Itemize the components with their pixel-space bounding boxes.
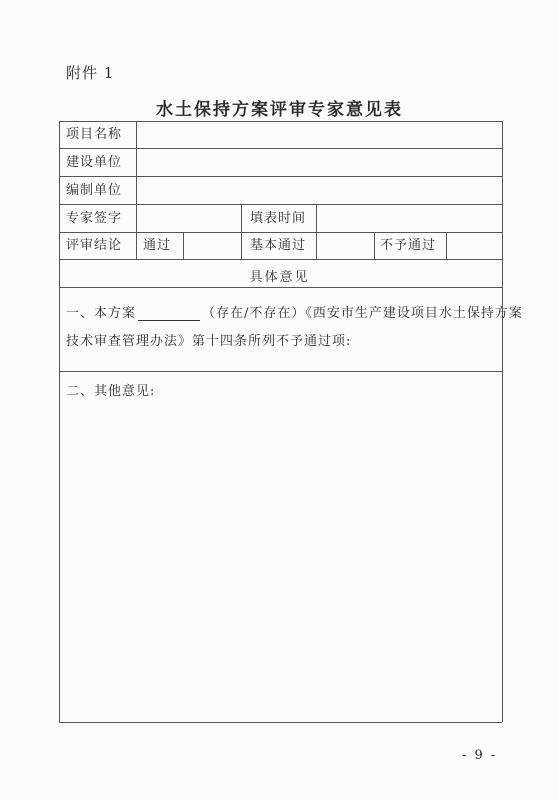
- expert-signature-label: 专家签字: [66, 211, 123, 226]
- pass-checkbox-cell[interactable]: [187, 238, 237, 254]
- builder-value[interactable]: [142, 155, 496, 171]
- row-divider: [59, 259, 502, 260]
- section1-line1: [66, 302, 523, 321]
- section1-line2: 技术审查管理办法》第十四条所列不予通过项:: [66, 334, 352, 349]
- other-opinions-area[interactable]: [62, 400, 498, 718]
- expert-signature-value[interactable]: [142, 211, 236, 227]
- column-divider: [241, 204, 242, 259]
- column-divider: [374, 232, 375, 259]
- row-divider: [59, 287, 502, 288]
- table-border-right: [502, 121, 503, 722]
- conclusion-label: 评审结论: [66, 238, 123, 253]
- fail-checkbox-cell[interactable]: [450, 238, 498, 254]
- pass-option: 通过: [143, 238, 172, 253]
- column-divider: [446, 232, 447, 259]
- page-title: 水土保持方案评审专家意见表: [156, 100, 403, 120]
- page-number: - 9 -: [462, 748, 498, 763]
- project-name-value[interactable]: [142, 127, 496, 143]
- basic-pass-option: 基本通过: [250, 238, 307, 253]
- fill-time-value[interactable]: [322, 211, 496, 227]
- row-divider: [59, 232, 502, 233]
- builder-label: 建设单位: [66, 155, 123, 170]
- row-divider: [59, 148, 502, 149]
- section2-label: 二、其他意见:: [66, 384, 156, 399]
- fill-time-label: 填表时间: [250, 211, 307, 226]
- table-border-bottom: [59, 722, 502, 723]
- section1-suffix: （存在/不存在）《西安市生产建设项目水土保持方案: [202, 306, 523, 321]
- section1-blank-field[interactable]: [138, 308, 200, 321]
- section-divider: [59, 371, 502, 372]
- compiler-value[interactable]: [142, 183, 496, 199]
- fail-option: 不予通过: [380, 238, 437, 253]
- table-border-left: [59, 121, 60, 722]
- section1-prefix: 一、本方案: [66, 306, 137, 321]
- column-divider: [316, 204, 317, 259]
- table-border-top: [59, 121, 502, 122]
- row-divider: [59, 176, 502, 177]
- attachment-label: 附件 1: [66, 64, 115, 82]
- column-divider: [183, 232, 184, 259]
- project-name-label: 项目名称: [66, 127, 123, 142]
- row-divider: [59, 204, 502, 205]
- opinions-title: 具体意见: [249, 270, 310, 285]
- label-column-divider: [136, 121, 137, 259]
- compiler-label: 编制单位: [66, 183, 123, 198]
- basic-pass-checkbox-cell[interactable]: [320, 238, 370, 254]
